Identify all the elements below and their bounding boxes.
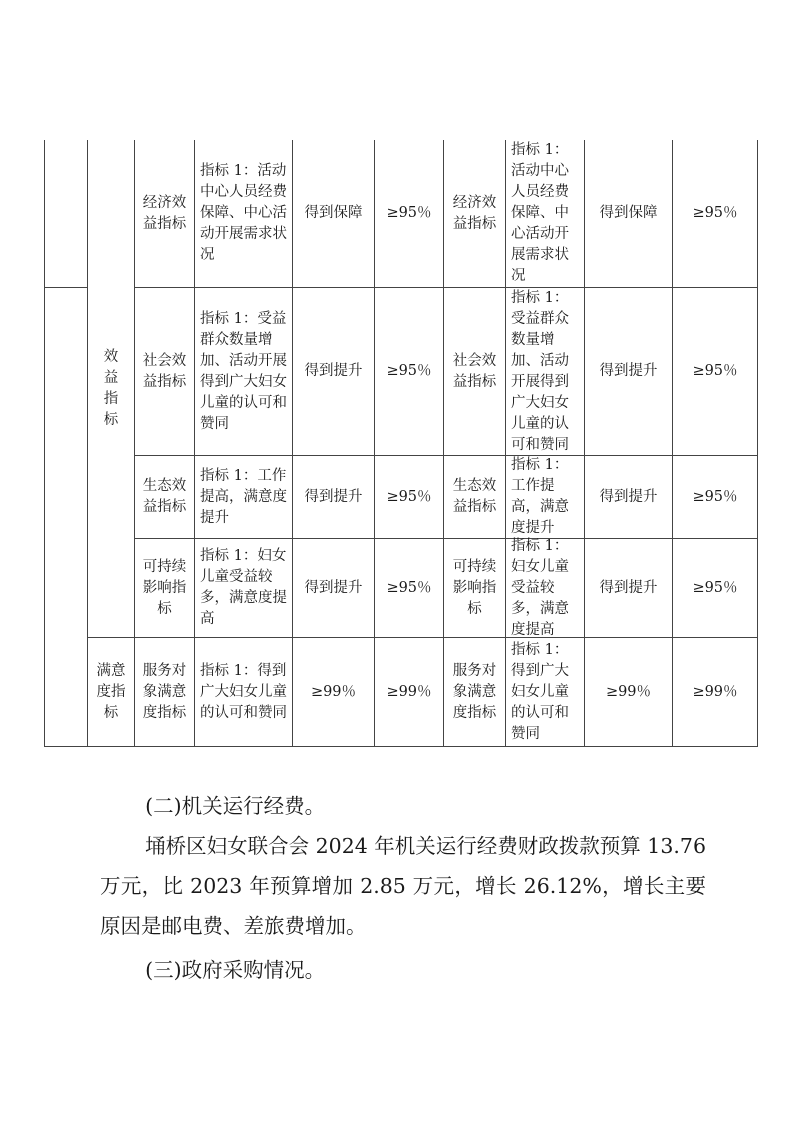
table-cell-sub2: 服务对象满意度指标 — [444, 637, 506, 746]
table-cell-v2: ≥99％ — [375, 637, 444, 746]
table-cell-ind2: 指标 1：得到广大妇女儿童的认可和赞同 — [506, 637, 585, 746]
table-cell-v3: ≥99％ — [585, 637, 673, 746]
section-heading-2: (二)机关运行经费。 — [145, 794, 326, 818]
table-cell-ind1: 指标 1：妇女儿童受益较多，满意度提高 — [195, 538, 293, 637]
table-cell-ind2: 指标 1：工作提高，满意度提升 — [506, 455, 585, 538]
table-cell-sub2: 可持续影响指标 — [444, 538, 506, 637]
table-cell-v4: ≥95％ — [673, 538, 758, 637]
table-cell-sub2: 生态效益指标 — [444, 455, 506, 538]
table-cell-v2: ≥95％ — [375, 538, 444, 637]
table-cell-sub: 服务对象满意度指标 — [135, 637, 195, 746]
table-cell-v4: ≥95％ — [673, 287, 758, 455]
table-cell-v4: ≥95％ — [673, 140, 758, 287]
table-cell-v4: ≥95％ — [673, 455, 758, 538]
table-cell-v3: 得到保障 — [585, 140, 673, 287]
table-cell-v4: ≥99％ — [673, 637, 758, 746]
table-cell-v3: 得到提升 — [585, 287, 673, 455]
table-cell-sub2: 社会效益指标 — [444, 287, 506, 455]
table-cell-sub: 经济效益指标 — [135, 140, 195, 287]
satisfaction-label-cell: 满意度指标 — [88, 637, 135, 746]
section-body-2: 埇桥区妇女联合会 2024 年机关运行经费财政拨款预算 13.76万元，比 2023 年预算增加 2.85 万元，增长 26.12%，增长主要原因是邮电费、差旅费增加。 — [100, 834, 706, 938]
table-cell-sub: 生态效益指标 — [135, 455, 195, 538]
table-cell-v1: 得到提升 — [293, 538, 375, 637]
section-heading-3: (三)政府采购情况。 — [145, 958, 326, 982]
table-cell-v1: 得到保障 — [293, 140, 375, 287]
table-cell-v3: 得到提升 — [585, 455, 673, 538]
table-cell-v2: ≥95％ — [375, 455, 444, 538]
table-cell-ind1: 指标 1：受益群众数量增加、活动开展得到广大妇女儿童的认可和赞同 — [195, 287, 293, 455]
document-body — [100, 786, 706, 990]
table-cell-sub2: 经济效益指标 — [444, 140, 506, 287]
table-cell-v1: 得到提升 — [293, 287, 375, 455]
group-label-cell: 效益指标 — [88, 140, 135, 637]
table-cell-ind2: 指标 1：受益群众数量增加、活动开展得到广大妇女儿童的认可和赞同 — [506, 287, 585, 455]
table-cell-ind1: 指标 1：工作提高，满意度提升 — [195, 455, 293, 538]
table-cell-v1: ≥99％ — [293, 637, 375, 746]
table-cell-v2: ≥95％ — [375, 140, 444, 287]
table-cell-sub: 社会效益指标 — [135, 287, 195, 455]
table-cell-ind2: 指标 1：活动中心人员经费保障、中心活动开展需求状况 — [506, 140, 585, 287]
table-cell-v1: 得到提升 — [293, 455, 375, 538]
table-cell-ind2: 指标 1：妇女儿童受益较多，满意度提高 — [506, 538, 585, 637]
table-cell-sub: 可持续影响指标 — [135, 538, 195, 637]
performance-indicator-table — [44, 140, 758, 747]
table-cell-empty — [45, 287, 88, 746]
table-cell-v2: ≥95％ — [375, 287, 444, 455]
table-cell-empty — [45, 140, 88, 287]
table-cell-ind1: 指标 1：活动中心人员经费保障、中心活动开展需求状况 — [195, 140, 293, 287]
table-cell-ind1: 指标 1：得到广大妇女儿童的认可和赞同 — [195, 637, 293, 746]
table-cell-v3: 得到提升 — [585, 538, 673, 637]
